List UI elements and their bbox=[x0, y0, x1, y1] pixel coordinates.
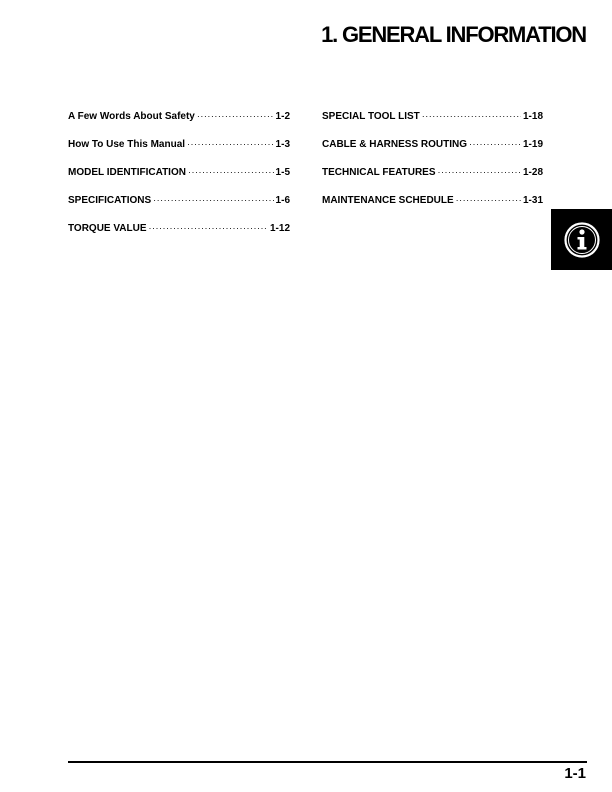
toc-entry-page: 1-18 bbox=[522, 111, 543, 122]
toc-entry-page: 1-31 bbox=[522, 195, 543, 206]
toc-entry-title: TECHNICAL FEATURES bbox=[322, 167, 436, 178]
toc-entry-title: SPECIAL TOOL LIST bbox=[322, 111, 420, 122]
toc-entry-title: SPECIFICATIONS bbox=[68, 195, 152, 206]
dot-leader bbox=[187, 139, 274, 149]
dot-leader bbox=[456, 195, 521, 205]
toc-entry-specifications[interactable] bbox=[68, 195, 290, 223]
dot-leader bbox=[438, 167, 521, 177]
toc-entry-page: 1-5 bbox=[275, 167, 290, 178]
toc-entry-title: MODEL IDENTIFICATION bbox=[68, 167, 186, 178]
toc-entry-technical-features[interactable] bbox=[322, 167, 543, 195]
toc-entry-special-tool-list[interactable] bbox=[322, 111, 543, 139]
toc-entry-safety[interactable] bbox=[68, 111, 290, 139]
toc-entry-page: 1-3 bbox=[275, 139, 290, 150]
dot-leader bbox=[469, 139, 521, 149]
info-icon bbox=[563, 221, 601, 259]
dot-leader bbox=[422, 111, 521, 121]
toc-right-column bbox=[322, 111, 543, 223]
toc-left-column bbox=[68, 111, 290, 251]
toc-entry-page: 1-12 bbox=[269, 223, 290, 234]
toc-entry-torque-value[interactable] bbox=[68, 223, 290, 251]
section-tab bbox=[551, 209, 612, 270]
toc-entry-title: TORQUE VALUE bbox=[68, 223, 147, 234]
toc-entry-title: How To Use This Manual bbox=[68, 139, 186, 150]
toc-entry-page: 1-2 bbox=[275, 111, 290, 122]
chapter-title: 1. GENERAL INFORMATION bbox=[321, 22, 586, 47]
toc-entry-title: MAINTENANCE SCHEDULE bbox=[322, 195, 454, 206]
toc-entry-page: 1-19 bbox=[522, 139, 543, 150]
page-number: 1-1 bbox=[564, 765, 586, 782]
toc-entry-cable-harness-routing[interactable] bbox=[322, 139, 543, 167]
toc-entry-page: 1-28 bbox=[522, 167, 543, 178]
toc-entry-maintenance-schedule[interactable] bbox=[322, 195, 543, 223]
toc-entry-page: 1-6 bbox=[275, 195, 290, 206]
dot-leader bbox=[149, 223, 268, 233]
toc-entry-title: A Few Words About Safety bbox=[68, 111, 195, 122]
dot-leader bbox=[188, 167, 274, 177]
dot-leader bbox=[153, 195, 273, 205]
toc-entry-how-to-use[interactable] bbox=[68, 139, 290, 167]
toc-entry-model-identification[interactable] bbox=[68, 167, 290, 195]
footer-rule bbox=[68, 761, 587, 763]
toc-entry-title: CABLE & HARNESS ROUTING bbox=[322, 139, 468, 150]
dot-leader bbox=[197, 111, 274, 121]
